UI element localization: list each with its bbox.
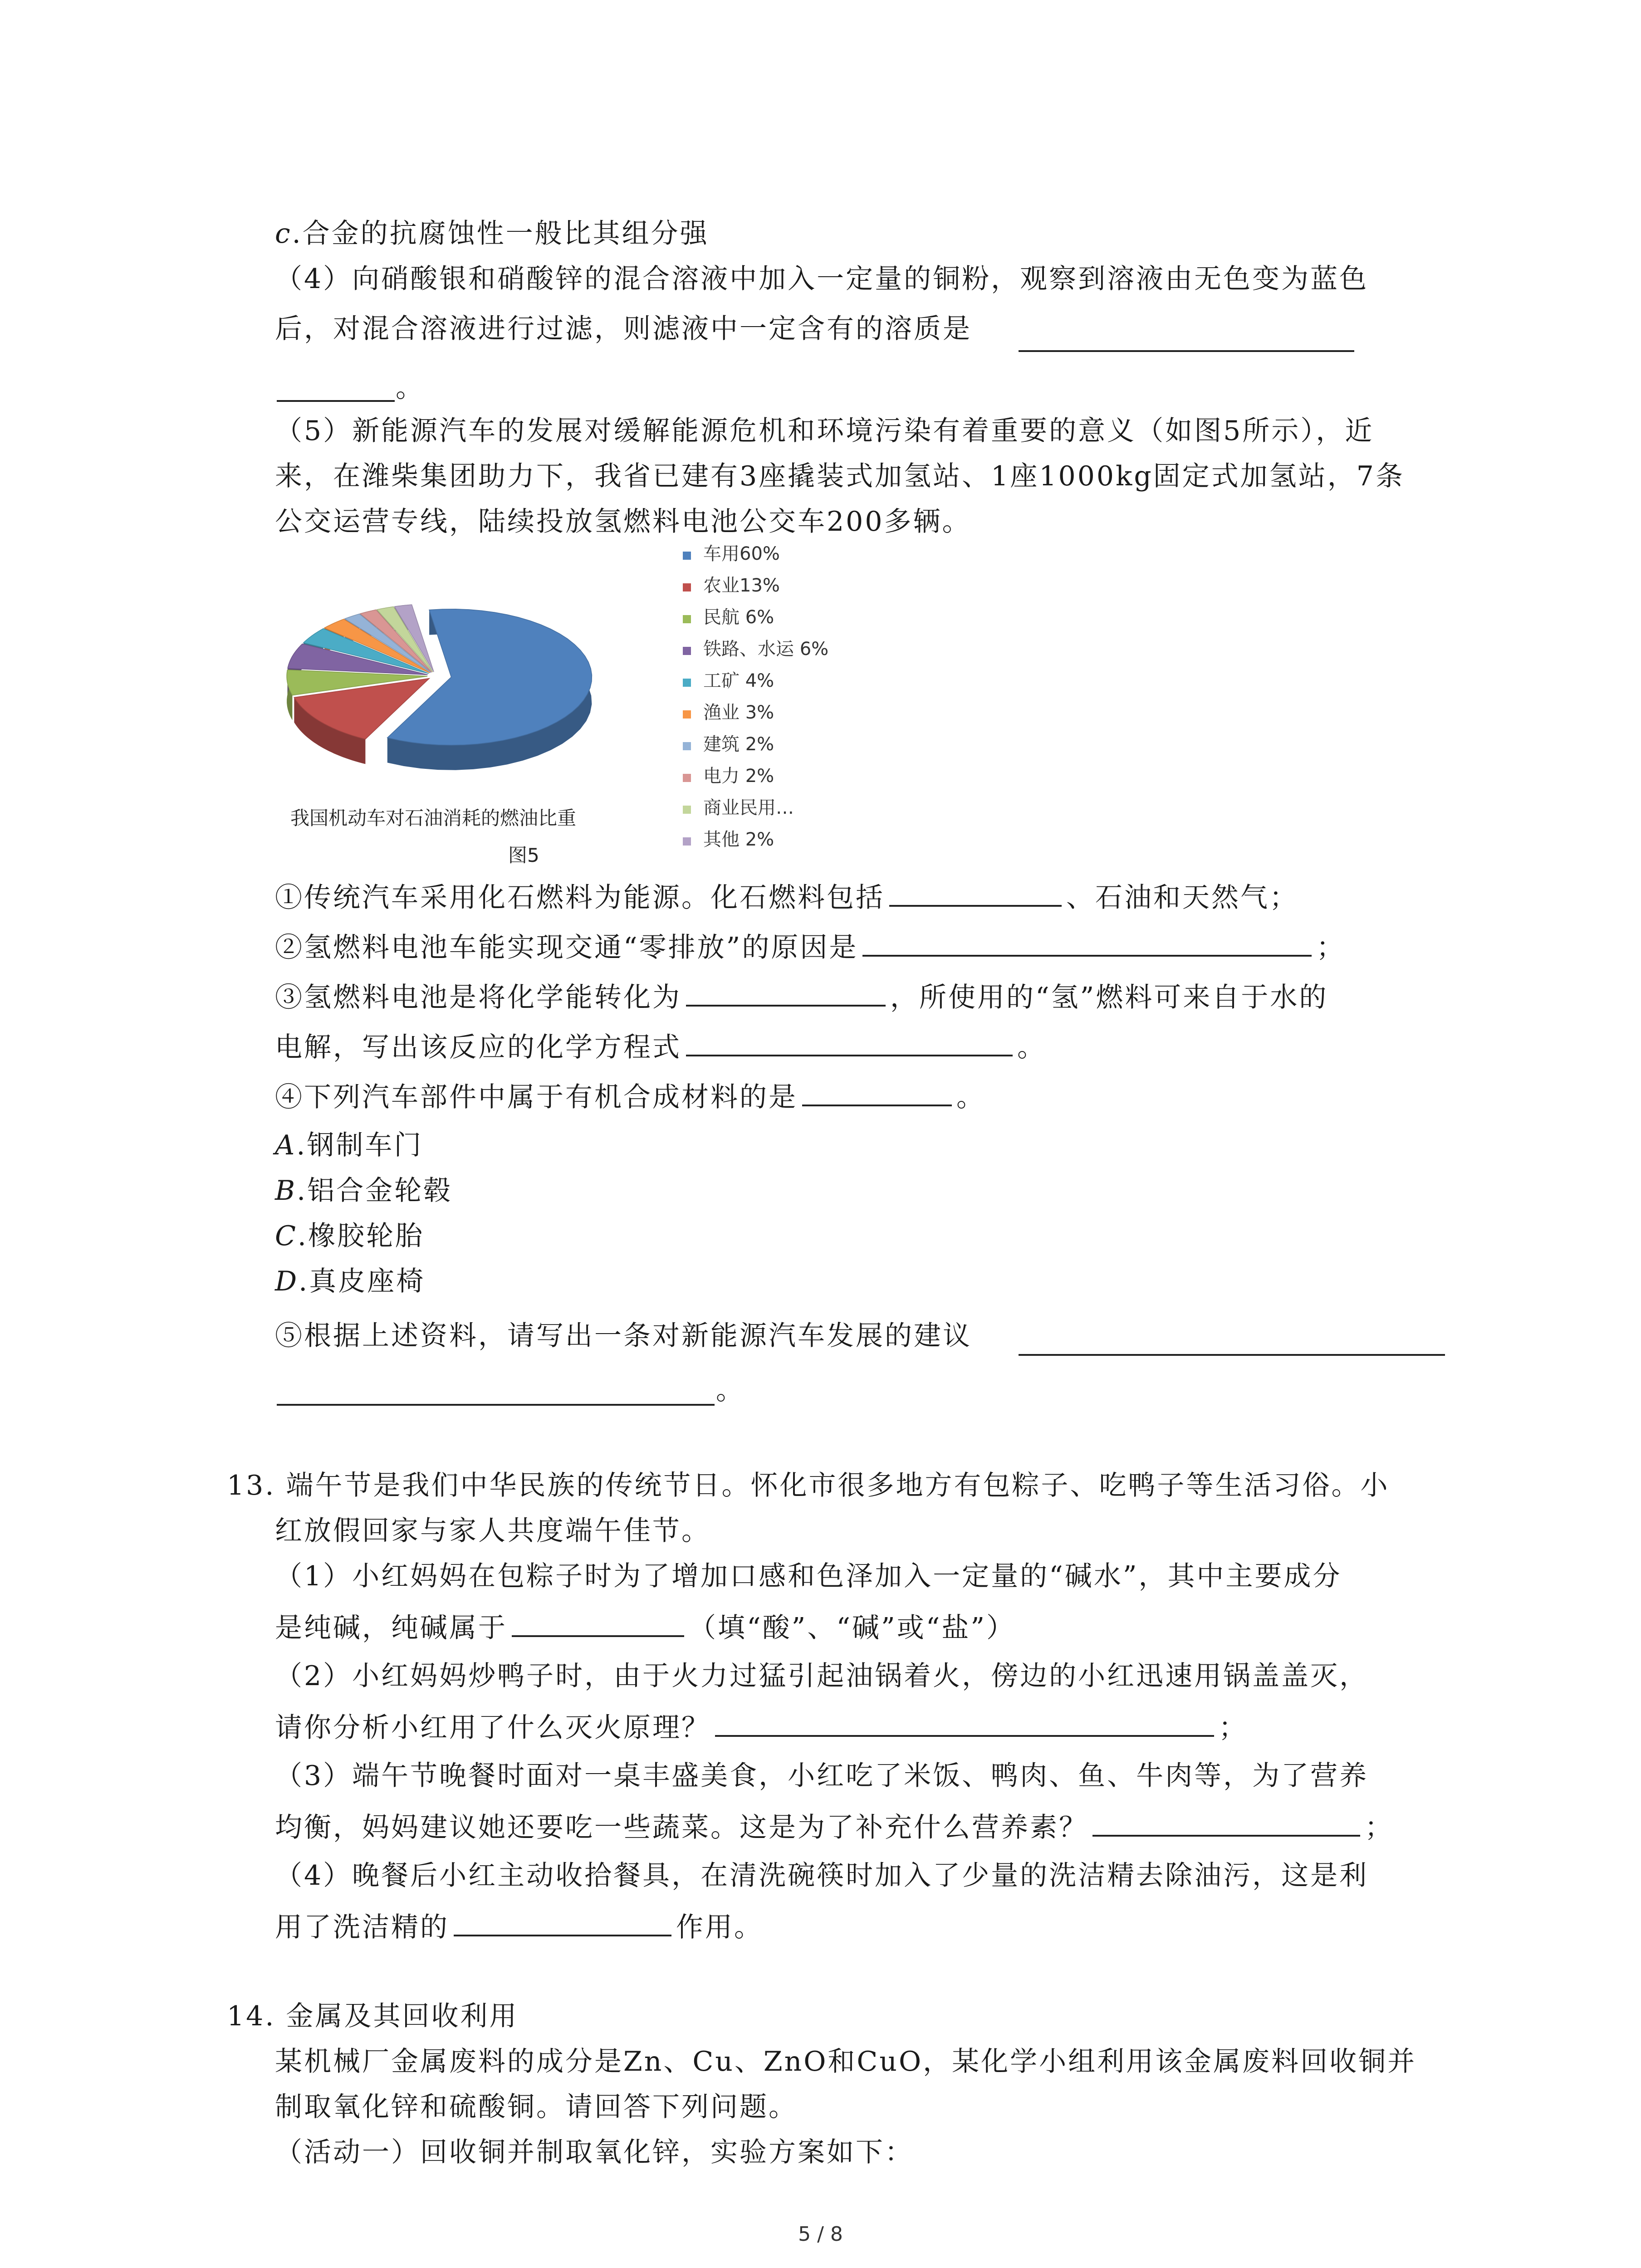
q5-line1: （5）新能源汽车的发展对缓解能源危机和环境污染有着重要的意义（如图5所示），近 — [275, 415, 1374, 447]
pie-chart-figure — [272, 540, 862, 885]
chart-title: 我国机动车对石油消耗的燃油比重 — [290, 807, 577, 829]
chart-legend — [683, 543, 828, 850]
q5-line3: 公交运营专线，陆续投放氢燃料电池公交车200多辆。 — [275, 506, 971, 538]
q14-line2: 制取氧化锌和硫酸铜。请回答下列问题。 — [275, 2091, 798, 2123]
q13-3-line1: （3）端午节晚餐时面对一桌丰盛美食，小红吃了米饭、鸭肉、鱼、牛肉等，为了营养 — [275, 1760, 1369, 1792]
q4-line2 — [275, 311, 972, 347]
s1-line: ①传统汽车采用化石燃料为能源。化石燃料包括 、石油和天然气； — [275, 878, 1298, 916]
q14-line3: （活动一）回收铜并制取氧化锌，实验方案如下： — [275, 2136, 914, 2168]
option-c: c.合金的抗腐蚀性一般比其组分强 — [275, 218, 709, 249]
q4-line1: （4）向硝酸银和硝酸锌的混合溶液中加入一定量的铜粉，观察到溶液由无色变为蓝色 — [275, 263, 1369, 295]
legend-label: 铁路、水运 6% — [703, 639, 829, 660]
legend-label: 农业13% — [703, 575, 780, 596]
q4-answer-blank-2[interactable] — [277, 400, 395, 402]
s5-answer-blank-1[interactable] — [1019, 1354, 1445, 1356]
page-number: 5 / 8 — [798, 2223, 843, 2246]
s3-answer-blank-1[interactable] — [686, 978, 886, 1007]
legend-label: 建筑 2% — [703, 734, 774, 755]
pie-chart — [287, 605, 592, 770]
legend-swatch — [683, 774, 691, 782]
q14-line1: 某机械厂金属废料的成分是Zn、Cu、ZnO和CuO，某化学小组利用该金属废料回收铜并 — [275, 2046, 1417, 2077]
q13-line2: 红放假回家与家人共度端午佳节。 — [275, 1515, 710, 1547]
q14-title: 14. 金属及其回收利用 — [227, 2000, 519, 2032]
legend-swatch — [683, 647, 691, 655]
q13-4-line1: （4）晚餐后小红主动收拾餐具，在清洗碗筷时加入了少量的洗洁精去除油污，这是利 — [275, 1860, 1369, 1892]
legend-swatch — [683, 837, 691, 846]
legend-label: 电力 2% — [703, 766, 774, 787]
legend-swatch — [683, 615, 691, 623]
legend-label: 商业民用… — [703, 797, 794, 818]
figure-label: 图5 — [508, 844, 539, 866]
option-c-item[interactable]: C.橡胶轮胎 — [275, 1220, 424, 1252]
q13-line1: 13. 端午节是我们中华民族的传统节日。怀化市很多地方有包粽子、吃鸭子等生活习俗。小 — [227, 1470, 1390, 1501]
s4-answer-blank[interactable] — [802, 1077, 952, 1106]
s2-answer-blank[interactable] — [862, 928, 1312, 957]
option-a[interactable]: A.钢制车门 — [275, 1129, 423, 1161]
s5-line: ⑤根据上述资料，请写出一条对新能源汽车发展的建议 — [275, 1320, 972, 1352]
q4-end: 。 — [396, 372, 425, 404]
s2-line: ②氢燃料电池车能实现交通“零排放”的原因是 ； — [275, 928, 1345, 966]
s5-end: 。 — [716, 1374, 745, 1406]
option-d[interactable]: D.真皮座椅 — [275, 1266, 426, 1297]
q13-4-line2: 用了洗洁精的 作用。 — [275, 1907, 763, 1945]
q13-2-line1: （2）小红妈妈炒鸭子时，由于火力过猛引起油锅着火，傍边的小红迅速用锅盖盖灭， — [275, 1660, 1369, 1692]
s3-answer-blank-2[interactable] — [686, 1027, 1013, 1056]
q5-line2: 来，在潍柴集团助力下，我省已建有3座撬装式加氢站、1座1000kg固定式加氢站，7条 — [275, 460, 1405, 492]
legend-label: 其他 2% — [703, 829, 774, 850]
legend-label: 车用60% — [703, 543, 780, 564]
legend-label: 民航 6% — [703, 607, 774, 628]
q4-answer-blank-1[interactable] — [1019, 350, 1354, 352]
legend-swatch — [683, 710, 691, 719]
q13-3-answer-blank[interactable] — [1092, 1808, 1360, 1837]
s4-line: ④下列汽车部件中属于有机合成材料的是 。 — [275, 1077, 985, 1115]
legend-label: 渔业 3% — [703, 702, 774, 723]
q13-2-line2: 请你分析小红用了什么灭火原理？ ； — [275, 1708, 1248, 1746]
s1-answer-blank[interactable] — [889, 878, 1062, 907]
option-b[interactable]: B.铝合金轮毂 — [275, 1175, 453, 1207]
q4-text: 后，对混合溶液进行过滤，则滤液中一定含有的溶质是 — [275, 313, 972, 345]
q13-3-line2: 均衡，妈妈建议她还要吃一些蔬菜。这是为了补充什么营养素？ ； — [275, 1808, 1394, 1846]
q13-4-answer-blank[interactable] — [454, 1907, 671, 1936]
legend-swatch — [683, 583, 691, 591]
s3-line1: ③氢燃料电池是将化学能转化为 ，所使用的“氢”燃料可来自于水的 — [275, 978, 1328, 1016]
legend-label: 工矿 4% — [703, 670, 774, 691]
legend-swatch — [683, 806, 691, 814]
s5-answer-blank-2[interactable] — [277, 1404, 715, 1406]
legend-swatch — [683, 552, 691, 560]
legend-swatch — [683, 742, 691, 750]
q13-2-answer-blank[interactable] — [715, 1708, 1214, 1737]
q13-1-line2: 是纯碱，纯碱属于 （填“酸”、“碱”或“盐”） — [275, 1608, 1015, 1646]
s3-line2: 电解，写出该反应的化学方程式 。 — [275, 1027, 1046, 1066]
legend-swatch — [683, 679, 691, 687]
q13-1-answer-blank[interactable] — [512, 1608, 684, 1637]
q13-1-line1: （1）小红妈妈在包粽子时为了增加口感和色泽加入一定量的“碱水”，其中主要成分 — [275, 1560, 1342, 1592]
